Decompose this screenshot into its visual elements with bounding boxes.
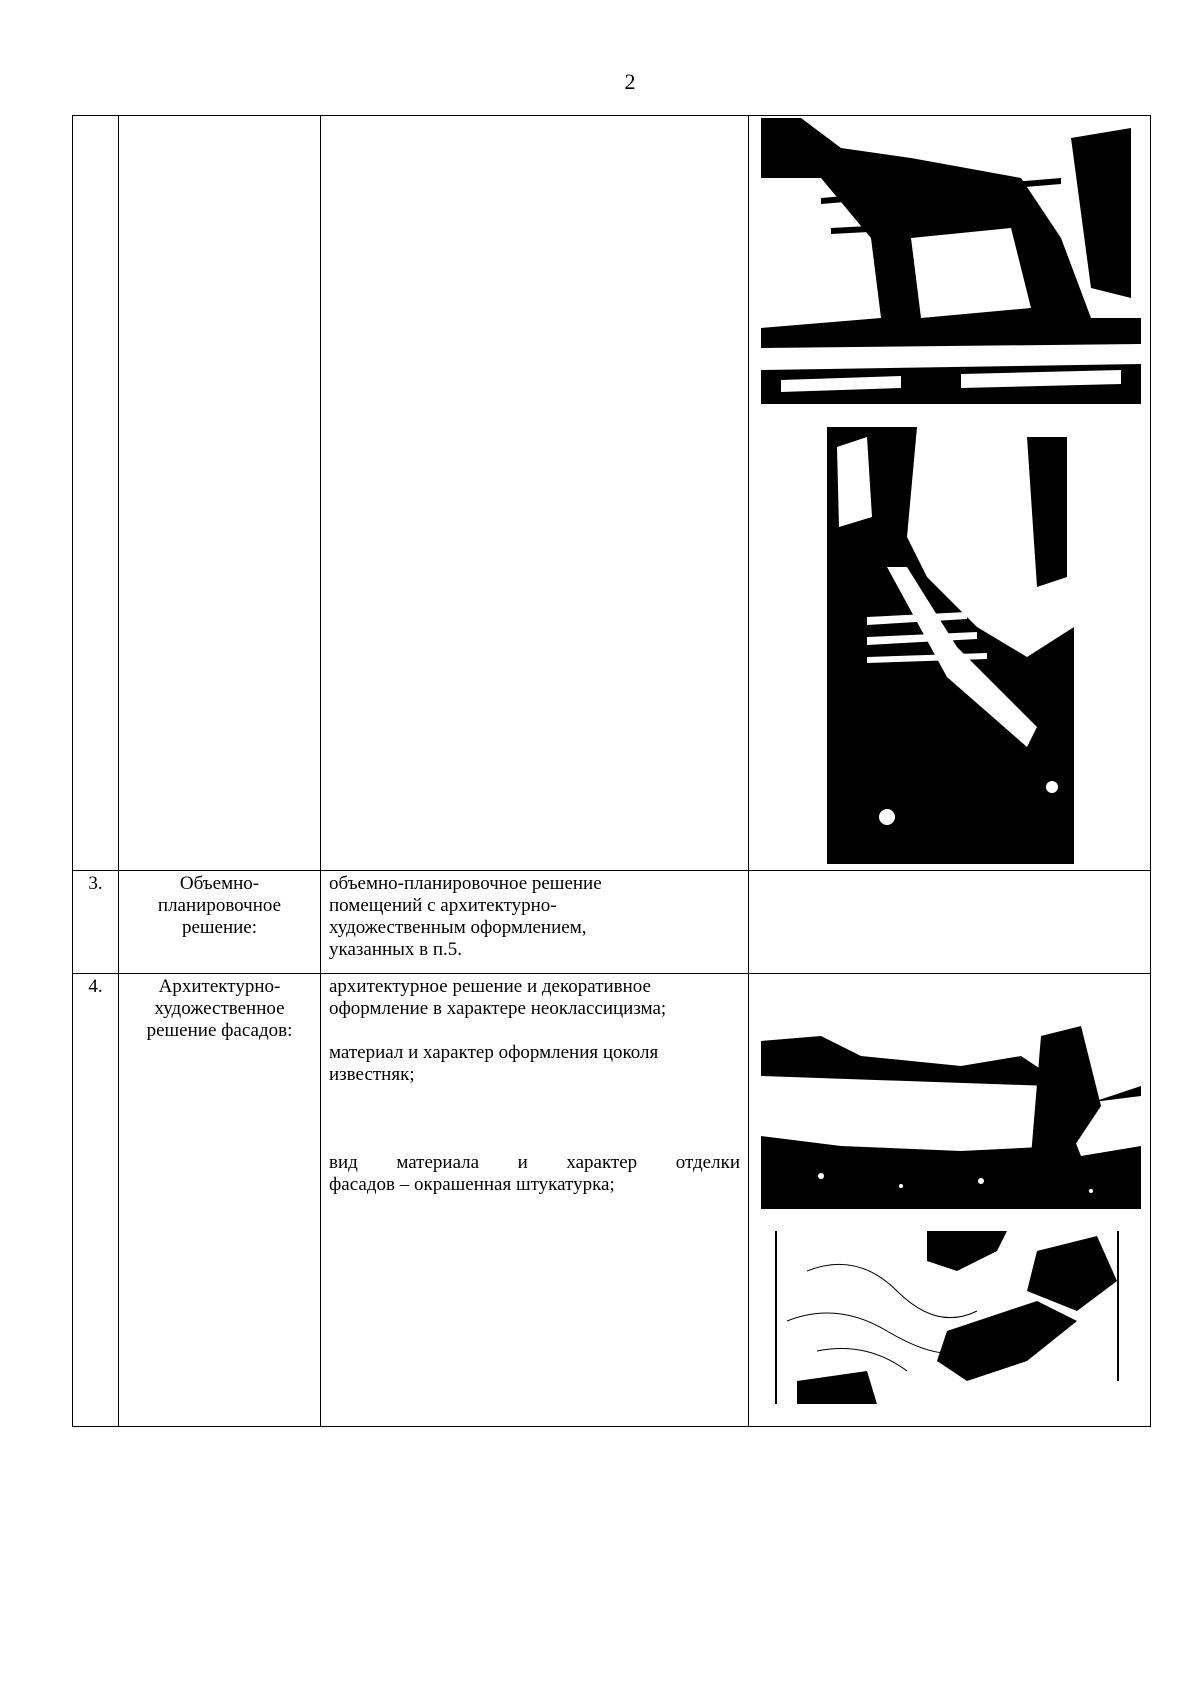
row-number: 3.: [73, 871, 119, 974]
row-description: [321, 871, 749, 974]
row-title: [119, 871, 321, 974]
description-line: указанных в п.5.: [329, 939, 463, 960]
table-row-continuation: [73, 116, 1151, 871]
row-title-line: Объемно-: [179, 873, 260, 894]
photo-cell: [749, 974, 1151, 1427]
row-number: 4.: [73, 974, 119, 1427]
description-line: художественным оформлением,: [329, 917, 587, 938]
description-line: архитектурное решение и декоративное: [329, 976, 651, 997]
description-line: фасадов – окрашенная штукатурка;: [329, 1174, 615, 1195]
table-row-4: [73, 974, 1151, 1427]
description-line: известняк;: [329, 1064, 415, 1085]
description-line: помещений с архитектурно-: [329, 895, 557, 916]
plaster-detail-photo: [775, 1231, 1127, 1404]
table-row-3: [73, 871, 1151, 974]
description-line: объемно-планировочное решение: [329, 873, 602, 894]
name-cell: [119, 116, 321, 871]
object-description-table: [72, 115, 1151, 1427]
row-title-line: художественное: [154, 998, 285, 1019]
page-number: 2: [624, 69, 636, 94]
row-description: [321, 974, 749, 1427]
staircase-top-photo: [761, 118, 1141, 404]
row-title: [119, 974, 321, 1427]
row-title-line: планировочное: [157, 895, 282, 916]
description-line: вид материала и характер отделки: [329, 1152, 740, 1173]
photo-cell: [749, 116, 1151, 871]
staircase-corridor-photo: [827, 427, 1074, 864]
row-title-line: решение фасадов:: [146, 1020, 293, 1041]
num-cell: [73, 116, 119, 871]
description-line: материал и характер оформления цоколя: [329, 1042, 659, 1063]
facade-plinth-photo: [761, 996, 1141, 1209]
row-title-line: решение:: [181, 917, 258, 938]
photo-cell: [749, 871, 1151, 974]
row-title-line: Архитектурно-: [158, 976, 281, 997]
description-cell: [321, 116, 749, 871]
description-line: оформление в характере неоклассицизма;: [329, 998, 667, 1019]
